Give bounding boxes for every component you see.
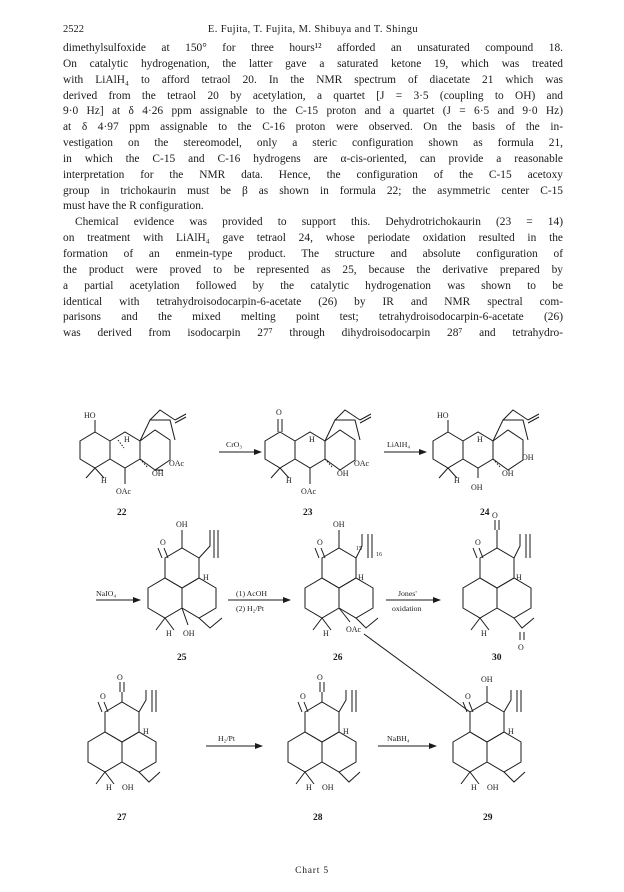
reagent-label: LiAlH₄ — [387, 440, 411, 449]
atom-label: H — [477, 435, 483, 444]
atom-label: H — [516, 573, 522, 582]
body-line: formation of an enmein-type product. The structure and absolute configuration of — [63, 247, 563, 260]
atom-label: H — [309, 435, 315, 444]
atom-label: 16 — [376, 552, 382, 558]
reagent-label: (1) AcOH — [236, 589, 267, 598]
body-line: Chemical evidence was provided to support this. Dehydrotrichokaurin (23 = 14) — [75, 216, 563, 229]
compound-number: 26 — [333, 653, 343, 663]
structure-24 — [433, 410, 539, 478]
atom-label: H — [143, 727, 149, 736]
atom-label: O — [100, 692, 106, 701]
reagent-label: NaIO₄ — [96, 589, 117, 598]
body-line: must have the R configuration. — [63, 200, 204, 213]
body-line: in which the C-15 and C-16 hydrogens are α-cis-oriented, can provide a reasonable — [63, 152, 563, 165]
reagent-label: oxidation — [392, 604, 422, 613]
atom-label: H — [454, 476, 460, 485]
atom-label: O — [276, 408, 282, 417]
atom-label: H — [358, 573, 364, 582]
compound-number: 24 — [480, 508, 490, 518]
atom-label: HO — [437, 411, 449, 420]
atom-label: H — [166, 629, 172, 638]
atom-label: H — [306, 783, 312, 792]
atom-label: OAc — [301, 487, 317, 496]
atom-label: H — [124, 435, 130, 444]
compound-number: 29 — [483, 813, 493, 823]
atom-label: OH — [322, 783, 334, 792]
structure-27 — [88, 682, 160, 784]
atom-label: OH — [122, 783, 134, 792]
reaction-arrow — [364, 634, 470, 712]
atom-label: HO — [84, 411, 96, 420]
reagent-label: CrO₃ — [226, 440, 243, 449]
atom-label: OH — [333, 520, 345, 529]
body-line: the product were proved to be represented as 25, because the derivative prepared by — [63, 263, 563, 276]
atom-label: 15 — [356, 546, 362, 552]
body-line: parisons and the mixed melting point test; tetrahydroisodocarpin-6-acetate (26) — [63, 311, 563, 324]
atom-label: OH — [481, 675, 493, 684]
atom-label: OH — [337, 469, 349, 478]
compound-number: 23 — [303, 508, 313, 518]
atom-label: O — [492, 511, 498, 520]
body-line: at δ 4·97 ppm assignable to the C-16 proton were observed. On the basis of the in- — [63, 121, 563, 134]
atom-label: H — [508, 727, 514, 736]
atom-label: OH — [522, 453, 534, 462]
compound-number: 27 — [117, 813, 127, 823]
atom-label: H — [101, 476, 107, 485]
reagent-label: H₂/Pt — [218, 734, 236, 743]
atom-label: OAc — [354, 459, 370, 468]
compound-number: 25 — [177, 653, 187, 663]
atom-label: O — [117, 673, 123, 682]
body-line: group in trichokaurin must be β as shown in formula 22; the asymmetric center C-15 — [63, 184, 563, 197]
structure-26 — [305, 530, 378, 630]
atom-label: H — [203, 573, 209, 582]
body-line: vestigation on the stereomodel, only a steric configuration shown as formula 21, — [63, 137, 563, 150]
body-line: derived from the tetraol 20 by acetylation, a quartet [J = 3·5 (coupling to OH) and — [63, 89, 563, 102]
body-line: was derived from isodocarpin 27⁷ through dihydroisodocarpin 28⁷ and tetrahydro- — [63, 327, 563, 340]
compound-number: 30 — [492, 653, 502, 663]
running-head: E. Fujita, T. Fujita, M. Shibuya and T. Shingu — [207, 24, 419, 35]
atom-label: H — [471, 783, 477, 792]
atom-label: OAc — [169, 459, 185, 468]
structure-29 — [453, 686, 525, 784]
atom-label: O — [317, 538, 323, 547]
atom-label: H — [106, 783, 112, 792]
atom-label: O — [160, 538, 166, 547]
atom-label: OH — [176, 520, 188, 529]
atom-label: O — [518, 643, 524, 652]
atom-label: OH — [152, 469, 164, 478]
chart-caption: Chart 5 — [295, 866, 329, 876]
body-line: on treatment with LiAlH₄ gave tetraol 24, whose periodate oxidation resulted in the — [63, 232, 563, 245]
body-line: identical with tetrahydroisodocarpin-6-acetate (26) by IR and NMR spectral com- — [63, 295, 563, 308]
body-line: interpretation for the NMR data. Hence, the configuration of the C-15 acetoxy — [63, 168, 563, 181]
body-line: with LiAlH₄ to afford tetraol 20. In the NMR spectrum of diacetate 21 which was — [63, 73, 563, 86]
body-line: 9·0 Hz] at δ 4·26 ppm assignable to the C-15 proton and a quartet (J = 6·5 and 9·0 Hz) — [63, 105, 563, 118]
atom-label: OH — [502, 469, 514, 478]
reagent-label: (2) H₂/Pt — [236, 604, 265, 613]
atom-label: O — [475, 538, 481, 547]
compound-number: 22 — [117, 508, 127, 518]
body-line: a partial acetylation followed by the catalytic hydrogenation was shown to be — [63, 279, 563, 292]
structure-30 — [463, 520, 534, 640]
body-line: On catalytic hydrogenation, the latter gave a saturated ketone 19, which was treated — [63, 57, 563, 70]
reagent-label: NaBH₄ — [387, 734, 410, 743]
atom-label: OAc — [346, 625, 362, 634]
atom-label: H — [343, 727, 349, 736]
body-line: dimethylsulfoxide at 150° for three hours¹² afforded an unsaturated compound 18. — [63, 42, 563, 54]
atom-label: H — [286, 476, 292, 485]
atom-label: OH — [471, 483, 483, 492]
structure-28 — [288, 682, 360, 784]
atom-label: H — [481, 629, 487, 638]
atom-label: O — [300, 692, 306, 701]
atom-label: OH — [183, 629, 195, 638]
atom-label: O — [465, 692, 471, 701]
page-number: 2522 — [63, 24, 84, 35]
atom-label: O — [317, 673, 323, 682]
compound-number: 28 — [313, 813, 323, 823]
structure-22 — [80, 410, 186, 484]
structure-23 — [265, 410, 371, 484]
atom-label: OH — [487, 783, 499, 792]
reagent-label: Jones' — [398, 589, 417, 598]
atom-label: H — [323, 629, 329, 638]
atom-label: OAc — [116, 487, 132, 496]
